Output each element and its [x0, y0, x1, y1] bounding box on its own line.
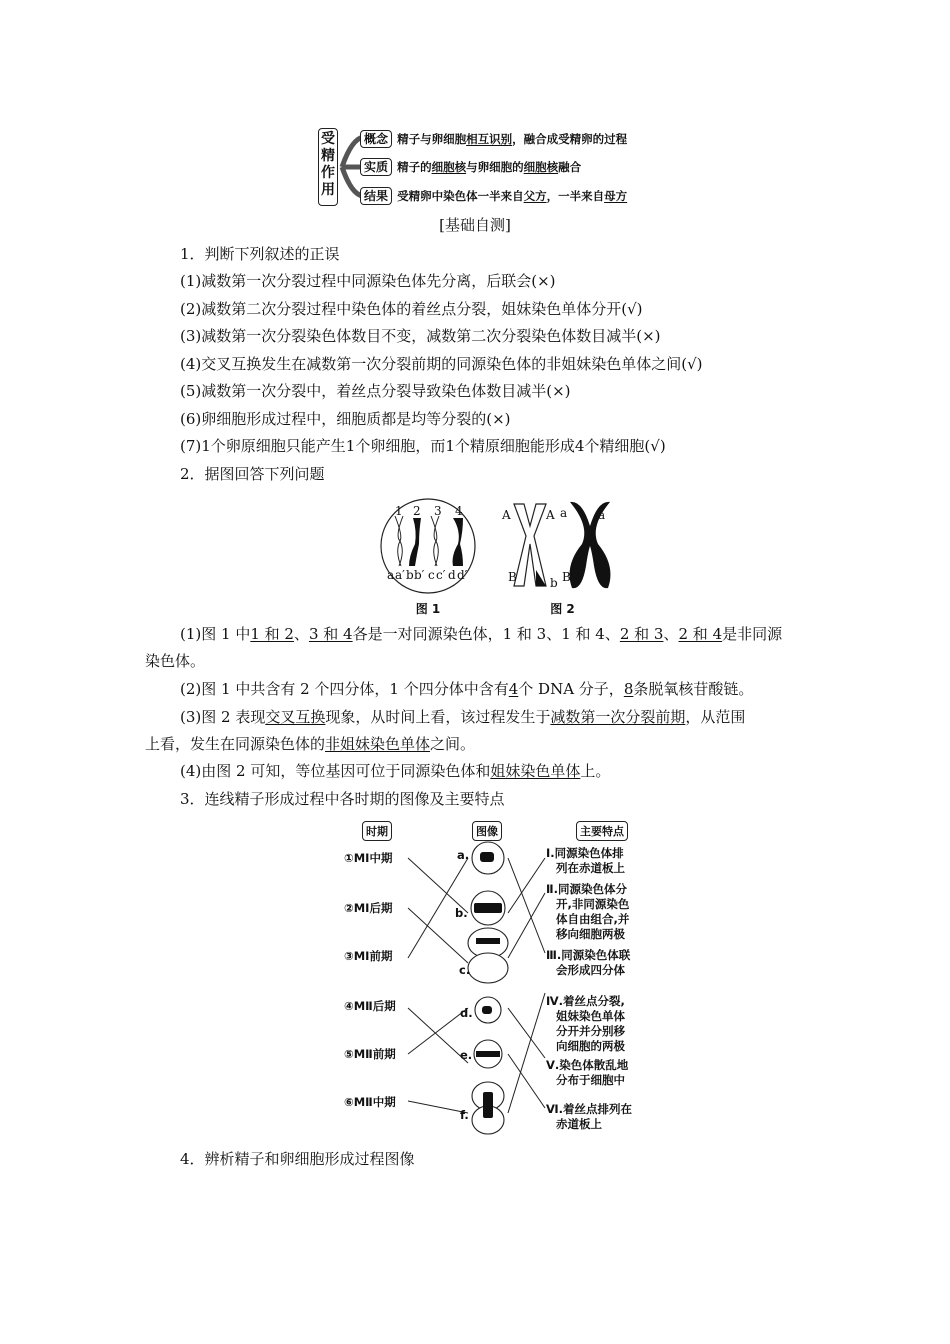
q4-title: 4．辨析精子和卵细胞形成过程图像 — [180, 1150, 415, 1168]
section-title: [基础自测] — [439, 216, 511, 234]
concept-row-1: 概念 精子与卵细胞相互识别，融合成受精卵的过程 — [360, 128, 627, 147]
fig1-allele: d′ — [457, 568, 468, 582]
q1-item: (7)1个卵原细胞只能产生1个卵细胞，而1个精原细胞能形成4个精细胞(√) — [180, 437, 666, 455]
q2-answer-2: (2)图 1 中共含有 2 个四分体，1 个四分体中含有4个 DNA 分子，8条脱氧核苷酸链。 — [180, 680, 754, 698]
feature-4: Ⅳ.着丝点分裂, 姐妹染色单体 分开并分别移 向细胞的两极 — [546, 994, 625, 1053]
fig1-number: 2 — [413, 504, 421, 518]
q2-answer-4: (4)由图 2 可知，等位基因可位于同源染色体和姐妹染色单体上。 — [180, 762, 611, 780]
image-label: a. — [457, 848, 470, 862]
q2-answer-3: (3)图 2 表现交叉互换现象，从时间上看，该过程发生于减数第一次分裂前期，从范围 — [180, 708, 746, 726]
q1-title: 1．判断下列叙述的正误 — [180, 245, 340, 263]
concept-root: 受精作用 — [318, 128, 338, 206]
q3-title: 3．连线精子形成过程中各时期的图像及主要特点 — [180, 790, 505, 808]
fig1-number: 3 — [434, 504, 442, 518]
q1-item: (5)减数第一次分裂中，着丝点分裂导致染色体数目减半(×) — [180, 382, 571, 400]
concept-map — [318, 126, 678, 208]
feature-3: Ⅲ.同源染色体联 会形成四分体 — [546, 948, 631, 977]
fig2-label: a — [560, 506, 568, 520]
q2-answer-3-cont: 上看，发生在同源染色体的非姐妹染色单体之间。 — [145, 735, 476, 753]
feature-1: Ⅰ.同源染色体排 列在赤道板上 — [546, 846, 625, 875]
period-label: ②MⅠ后期 — [344, 901, 393, 915]
fig1-allele: d — [448, 568, 456, 582]
image-label: b. — [455, 906, 468, 920]
image-label: f. — [460, 1108, 469, 1122]
matching-diagram — [340, 818, 650, 1136]
figure-1 — [373, 496, 483, 618]
period-label: ⑤MⅡ前期 — [344, 1047, 396, 1061]
q2-answer-1-cont: 染色体。 — [145, 652, 206, 670]
concept-tag: 实质 — [360, 158, 392, 176]
period-label: ⑥MⅡ中期 — [344, 1095, 396, 1109]
fig1-allele: a′ — [395, 568, 405, 582]
fig2-label: a — [598, 508, 606, 522]
header-feature: 主要特点 — [576, 821, 628, 841]
fig1-allele: c — [428, 568, 435, 582]
figure-2 — [500, 496, 625, 618]
image-label: d. — [460, 1006, 473, 1020]
image-label: e. — [460, 1048, 473, 1062]
q2-title: 2．据图回答下列问题 — [180, 465, 325, 483]
fig1-allele: b′ — [414, 568, 425, 582]
period-label: ①MⅠ中期 — [344, 851, 393, 865]
q1-item: (3)减数第一次分裂染色体数目不变，减数第二次分裂染色体数目减半(×) — [180, 327, 661, 345]
image-label: c. — [459, 963, 471, 977]
q1-item: (2)减数第二次分裂过程中染色体的着丝点分裂，姐妹染色单体分开(√) — [180, 300, 643, 318]
feature-5: Ⅴ.染色体散乱地 分布于细胞中 — [546, 1058, 629, 1087]
q1-item: (1)减数第一次分裂过程中同源染色体先分离，后联会(×) — [180, 272, 556, 290]
fig2-label: b — [550, 576, 558, 590]
fig2-label: A — [546, 508, 555, 522]
concept-tag: 概念 — [360, 130, 392, 148]
header-period: 时期 — [362, 821, 392, 841]
fig1-allele: c′ — [436, 568, 446, 582]
figure-2-caption: 图 2 — [550, 602, 575, 616]
fig2-label: B — [508, 570, 517, 584]
feature-2: Ⅱ.同源染色体分 开,非同源染色 体自由组合,并 移向细胞两极 — [546, 882, 630, 941]
fig2-label: A — [502, 508, 511, 522]
feature-6: Ⅵ.着丝点排列在 赤道板上 — [546, 1102, 633, 1131]
concept-row-3: 结果 受精卵中染色体一半来自父方，一半来自母方 — [360, 185, 627, 204]
q1-item: (6)卵细胞形成过程中，细胞质都是均等分裂的(×) — [180, 410, 511, 428]
concept-row-2: 实质 精子的细胞核与卵细胞的细胞核融合 — [360, 156, 581, 175]
fig1-number: 4 — [455, 504, 463, 518]
period-label: ③MⅠ前期 — [344, 949, 393, 963]
concept-tag: 结果 — [360, 187, 392, 205]
fig2-label: B — [562, 570, 571, 584]
fig2-label: b — [600, 572, 608, 586]
figure-1-caption: 图 1 — [415, 602, 441, 616]
fig1-number: 1 — [395, 504, 403, 518]
q1-item: (4)交叉互换发生在减数第一次分裂前期的同源染色体的非姐妹染色单体之间(√) — [180, 355, 703, 373]
fig1-allele: a — [387, 568, 395, 582]
fig1-allele: b — [406, 568, 414, 582]
period-label: ④MⅡ后期 — [344, 999, 396, 1013]
header-image: 图像 — [472, 821, 502, 841]
q2-answer-1: (1)图 1 中1 和 2、3 和 4各是一对同源染色体，1 和 3、1 和 4、2 和 3、2 和 4是非同源 — [180, 625, 783, 643]
